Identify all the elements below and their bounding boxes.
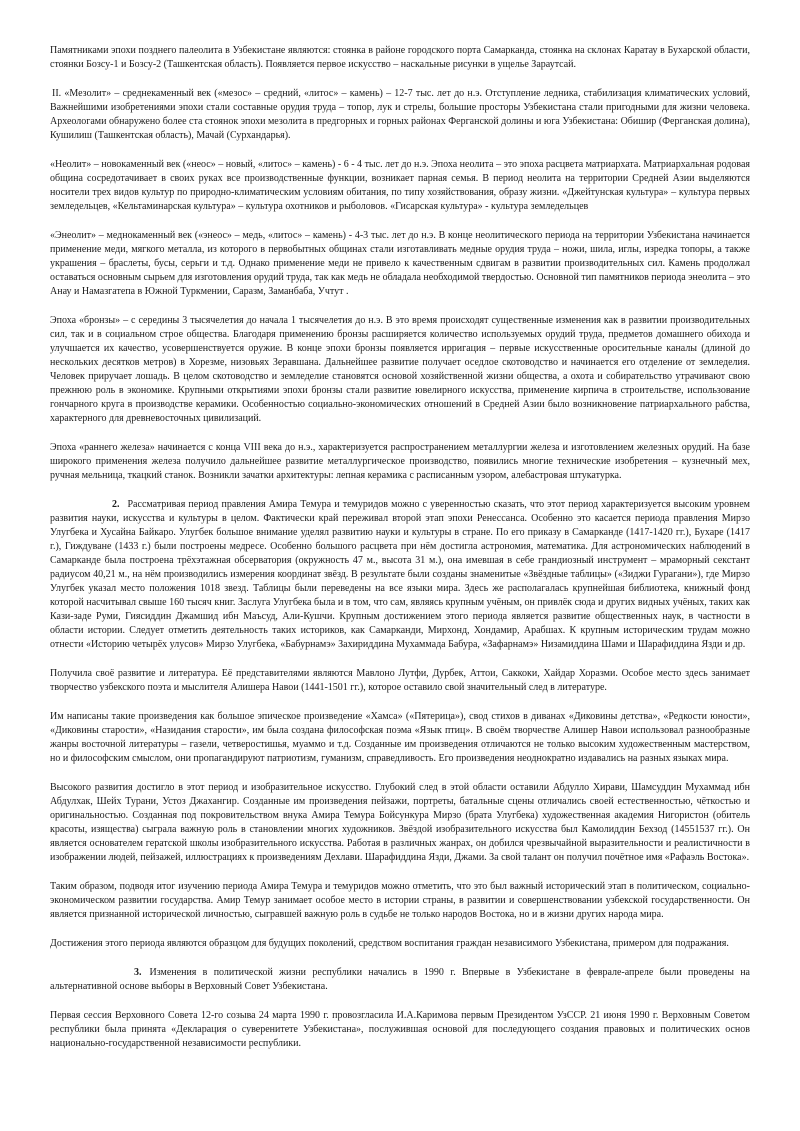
section-number: 2. [112, 499, 120, 510]
paragraph-eneolithic [50, 229, 750, 299]
paragraph-navoi-works [50, 710, 750, 766]
paragraph-text: Эпоха «бронзы» – с середины 3 тысячелетия до начала 1 тысячелетия до н.э. В это время происходят существенные изменения как в развитии производительных сил, так и в социальном строе общества. Благодаря применению бронзы расширяется количество используемых орудий труда, предметов домашнего обихода и улучшается их качество, усовершенствуется оружие. В конце эпохи бронзы появляется ирригация – первые искусственные оросительные каналы (длиной до нескольких десятков метров) в Хорезме, низовьях Зеравшана. Дальнейшее развитие получает оседлое скотоводство и начинается его отделение от земледелия. Человек приручает лошадь. В целом скотоводство и земледелие становятся основой хозяйственной жизни общества, а охота и собирательство утрачивают свою прежнюю роль в экономике. Крупными открытиями эпохи бронзы стали развитие ювелирного искусства, применение кирпича в строительстве, использование гончарного круга в производстве керамики. Особенностью социально-экономических отношений в Средней Азии было возникновение патриархального рабства, характерного для древневосточных цивилизаций. [50, 315, 750, 424]
paragraph-neolithic [50, 158, 750, 214]
paragraph-mesolithic [50, 87, 750, 143]
paragraph-text: Таким образом, подводя итог изучению периода Амира Темура и темуридов можно отметить, что это был важный исторический этап в политическом, социально-экономическом развитии государства. Амир Темур занимает особое место в истории страны, в развитии и совершенствовании узбекской государственности. Он является признанной исторической личностью, сыгравшей важную роль в судьбе не только народов Востока, но и в жизни других народа мира. [50, 881, 750, 920]
section-number: 3. [134, 967, 142, 978]
paragraph-bronze-age [50, 314, 750, 426]
paragraph-conclusion [50, 880, 750, 922]
paragraph-literature [50, 667, 750, 695]
paragraph-fine-arts [50, 781, 750, 865]
paragraph-early-iron-age [50, 441, 750, 483]
paragraph-text: «Неолит» – новокаменный век («неос» – новый, «литос» – камень) - 6 - 4 тыс. лет до н.э. Эпоха неолита – это эпоха расцвета матриархата. Матриархальная родовая община сосредотачивает в своих руках все производственные функции, возникает парная семья. В период неолита на территории Средней Азии выделяются носители трех видов культур по природно-климатическим условиям обитания, по типу хозяйствования, образу жизни. «Джейтунская культура» – культура первых земледельцев, «Кельтаминарская культура» – культура охотников и рыболовов. «Гисарская культура» - культура земледельцев [50, 159, 750, 212]
paragraph-text: Рассматривая период правления Амира Темура и темуридов можно с уверенностью сказать, что этот период характеризуется высоким уровнем развития науки, искусства и культуры в целом. Фактически край переживал второй этап эпохи Ренессанса. Особенно это касается периода правления Мирзо Улугбека и Хусайна Байкаро. Улугбек большое внимание уделял развитию науки и культуры в стране. По его приказу в Самарканде (1417-1420 гг.), Бухаре (1417 г.), Гиждуване (1433 г.) были построены медресе. Особенно большого расцвета при нём достигла астрономия, математика. Для астрономических наблюдений в Самарканде была построена трёхэтажная обсерватория (окружность 47 м., высота 31 м.), она имевшая в себе грандиозный инструмент – мраморный секстант радиусом 40,21 м., на нём производились измерения координат звёзд. В результате были созданы знаменитые «Звёздные таблицы» («Зиджи Гурагани»), где Мирзо Улугбек указал место положения 1018 звезд. Таблицы были переведены на все языки мира. Здесь же располагалась крупнейшая библиотека, книжный фонд которой насчитывал свыше 160 тысяч книг. Заслуга Улугбека была и в том, что сам, являясь крупным учёным, он привлёк сюда и других видных учёных, таких как Кази-заде Руми, Гиясиддин Джамшид ибн Маъсуд, Али-Кушчи. Крупным достижением этого периода является развитие общественных наук, в частности в области истории. Следует отметить деятельность таких историков, как Самарканди, Мирхонд, Хондамир, Арабшах. К крупным историческим трудам можно отнести «Историю четырёх улусов» Мирзо Улугбека, «Бабурнамэ» Захириддина Мухаммада Бабура, «Зафарнамэ» Низамиддина Шами и Шарафиддина Язди и др. [50, 499, 750, 650]
paragraph-text: Изменения в политической жизни республики начались в 1990 г. Впервые в Узбекистане в феврале-апреле были проведены на альтернативной основе выборы в Верховный Совет Узбекистана. [50, 967, 750, 992]
paragraph-sovereignty [50, 1009, 750, 1051]
paragraph-text: Эпоха «раннего железа» начинается с конца VIII века до н.э., характеризуется распространением металлургии железа и изготовлением железных орудий. На базе широкого применения железа получило дальнейшее развитие металлургическое производство, появились многие технические изобретения – кузнечный мех, ручная мельница, ткацкий станок. Возникли зачатки архитектуры: лепная керамика с расписанным узором, алебастровая штукатурка. [50, 442, 750, 481]
paragraph-political-changes [50, 966, 750, 994]
paragraph-text: II. «Мезолит» – среднекаменный век («мезос» – средний, «литос» – камень) – 12-7 тыс. лет до н.э. Отступление ледника, стабилизация климатических условий, Важнейшими изобретениями эпохи стали составные орудия труда – топор, лук и стрелы, большие просторы Узбекистана стали пригодными для жизни человека. Археологами обнаружено более ста стоянок эпохи мезолита в предгорных и горных районах Ферганской долины и юга Узбекистана: Обишир (Ферганская долина), Кушилиш (Ташкентская область), Мачай (Сурхандарья). [50, 88, 750, 141]
paragraph-achievements [50, 937, 750, 951]
paragraph-text: «Энеолит» – меднокаменный век («энеос» – медь, «литос» – камень) - 4-3 тыс. лет до н.э. В конце неолитического периода на территории Узбекистана начинается применение меди, мягкого металла, из которого в первобытных общинах стали изготавливать медные орудия труда – ножи, шила, иглы, изредка топоры, а также украшения – браслеты, бусы, серьги и т.д. Однако применение меди не привело к качественным сдвигам в развитии производительных сил. Камень продолжал оставаться основным сырьем для изготовления орудий труда, так как медь не обладала необходимой твердостью. Основной тип памятников периода энеолита – это Анау и Намазгатепа в Южной Туркмении, Саразм, Заманбаба, Учтут . [50, 230, 750, 297]
paragraph-text: Первая сессия Верховного Совета 12-го созыва 24 марта 1990 г. провозгласила И.А.Каримова первым Президентом УзССР. 21 июня 1990 г. Верховным Советом республики была принята «Декларация о суверенитете Узбекистана», послужившая основой для последующего создания правовых и политических основ национально-государственной независимости республики. [50, 1010, 750, 1049]
paragraph-timurids [50, 498, 750, 652]
paragraph-paleolithic [50, 44, 750, 72]
paragraph-text: Им написаны такие произведения как большое эпическое произведение «Хамса» («Пятерица»), свод стихов в диванах «Диковины детства», «Редкости юности», «Диковины старости», «Назидания старости», им была создана философская поэма «Язык птиц». В своём творчестве Алишер Навои использовал разнообразные жанры восточной литературы – газели, четверостишья, муаммо и т.д. Созданные им произведения отличаются не только высоким художественным мастерством, но и философским смыслом, они пропагандируют патриотизм, гуманизм, справедливость. Его произведения неоднократно издавались на разных языках мира. [50, 711, 750, 764]
paragraph-text: Высокого развития достигло в этот период и изобразительное искусство. Глубокий след в этой области оставили Абдулло Хирави, Шамсуддин Мухаммад ибн Абдулхак, Шейх Турани, Устоз Джахангир. Созданные им произведения пейзажи, портреты, батальные сцены отличались своей естественностью, чёткостью и оригинальностью. Созданная под покровительством внука Амира Темура Бойсункура Мирзо (брата Улугбека) художественная академия Нигористон (обитель красоты, изящества) сыграла важную роль в становлении многих художников. Звёздой изобразительного искусства был Камолиддин Бехзод (14551537 гг.). Он является основателем гератской школы изобразительного искусства. Работая в различных жанрах, он добился чрезвычайной выразительности и реалистичности в изображении людей, пейзажей, иллюстрациях к произведениям Дехлави. Шарафиддина Язди, Джами. За свой талант он получил почётное имя «Рафаэль Востока». [50, 782, 750, 863]
paragraph-text: Получила своё развитие и литература. Её представителями являются Мавлоно Лутфи, Дурбек, Аттои, Саккоки, Хайдар Хоразми. Особое место здесь занимает творчество узбекского поэта и мыслителя Алишера Навои (1441-1501 гг.), которое оставило свой значительный след в литературе. [50, 668, 750, 693]
paragraph-text: Достижения этого периода являются образцом для будущих поколений, средством воспитания граждан независимого Узбекистана, примером для подражания. [50, 938, 729, 949]
paragraph-text: Памятниками эпохи позднего палеолита в Узбекистане являются: стоянка в районе городского порта Самарканда, стоянка на склонах Каратау в Бухарской области, стоянки Бозсу-1 и Бозсу-2 (Ташкентская область). Появляется первое искусство – наскальные рисунки в ущелье Зараутсай. [50, 45, 750, 70]
